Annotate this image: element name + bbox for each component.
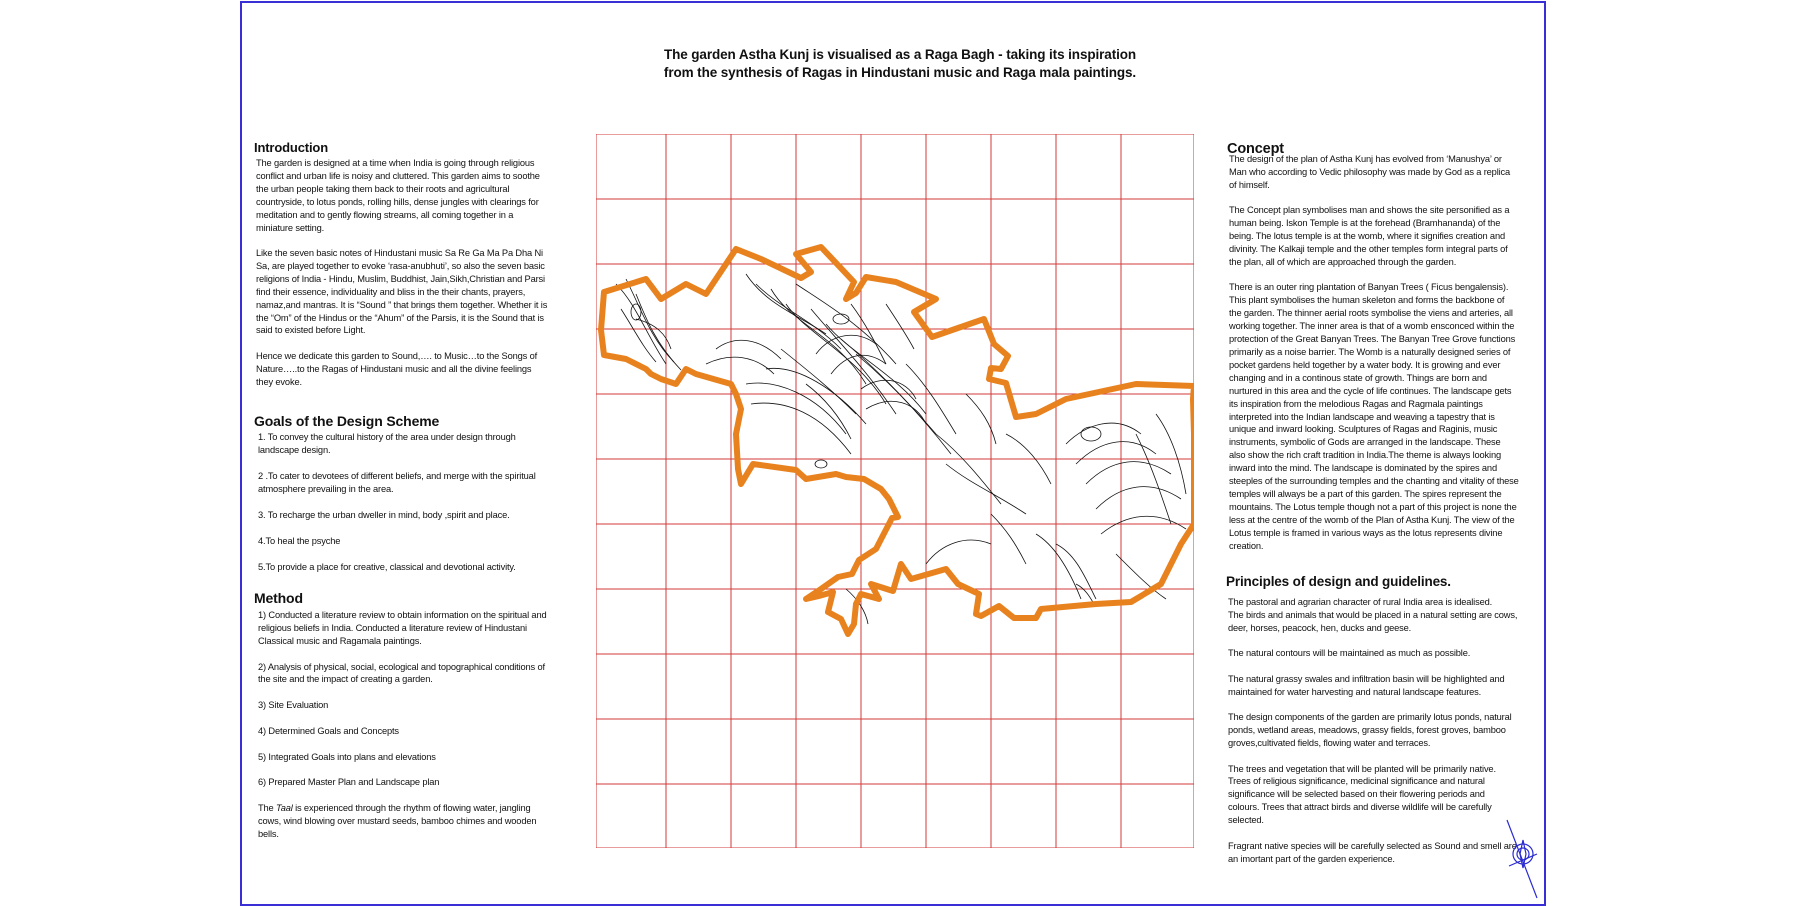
taal-prefix: The [258, 802, 277, 813]
contour-line [1076, 442, 1156, 464]
taal-word: Taal [276, 802, 293, 813]
site-boundary-outline [601, 247, 1194, 634]
contour-line [1136, 434, 1171, 524]
contour-line [1096, 487, 1181, 509]
contour-line [751, 403, 851, 454]
contour-line [1156, 414, 1186, 494]
taal-paragraph [258, 802, 550, 841]
contour-line [856, 354, 951, 454]
introduction-paragraph: Hence we dedicate this garden to Sound,…. to Music…to the Songs of Nature…..to the Ragas of Hindustani music and all the divine feelings they evoke. [256, 350, 538, 387]
principles-paragraph: The pastoral and agrarian character of rural India area is idealised. The birds and animals that would be placed in a natural setting are cows, deer, horses, peacock, hen, ducks and geese. [1228, 597, 1518, 633]
goals-heading: Goals of the Design Scheme [254, 412, 440, 429]
principles-heading: Principles of design and guidelines. [1226, 574, 1451, 590]
site-grid [596, 134, 1194, 848]
goal-item: 3. To recharge the urban dweller in mind, body ,spirit and place. [258, 509, 510, 520]
contour-line [811, 309, 896, 414]
goals-list [258, 431, 550, 587]
principles-paragraph: The design components of the garden are primarily lotus ponds, natural ponds, wetland areas, meadows, grassy fields, forest groves, bamboo groves,cultivated fields, flowing water and terraces. [1228, 712, 1512, 749]
principles-text [1228, 596, 1518, 878]
goal-item: 5.To provide a place for creative, classical and devotional activity. [258, 561, 516, 572]
concept-paragraph: The design of the plan of Astha Kunj has evolved from ‘Manushya’ or Man who according to Vedic philosophy was made by God as a replica of himself. [1229, 154, 1511, 190]
goal-item: 1. To convey the cultural history of the area under design through landscape design. [258, 432, 516, 455]
contour-line [716, 340, 781, 359]
method-item: 2) Analysis of physical, social, ecological and topographical conditions of the site and the impact of creating a garden. [258, 661, 545, 685]
contour-line [1056, 544, 1096, 599]
contour-line [946, 464, 1026, 514]
title-line-2: from the synthesis of Ragas in Hindustani music and Raga mala paintings. [663, 65, 1137, 80]
contour-line [841, 339, 936, 434]
goal-item: 2 .To cater to devotees of different beliefs, and merge with the spiritual atmosphere prevailing in the area. [258, 470, 536, 494]
contour-line [621, 309, 656, 362]
concept-heading: Concept [1227, 141, 1284, 158]
method-list [258, 609, 550, 853]
north-arrow-icon [1503, 818, 1543, 900]
contour-line [1086, 462, 1171, 484]
introduction-paragraph: The garden is designed at a time when India is going through religious conflict and urban life is noisy and cluttered. This garden aims to soothe the urban people taking them back to their roots and agricultural countryside, to lotus ponds, rolling hills, dense jungles with clearings for meditation and to gently flowing streams, all coming together in a miniature setting. [256, 158, 540, 233]
contour-line [626, 279, 674, 362]
contour-ring [833, 314, 849, 324]
contour-line [806, 384, 851, 439]
contour-line [781, 349, 856, 414]
contour-line [851, 304, 886, 364]
principles-paragraph: The trees and vegetation that will be planted will be primarily native. Trees of religious significance, medicinal significance and natural significance will be selected based on their flowering periods and colours. Trees that attract birds and diverse wildlife will be carefully selected. [1228, 763, 1496, 826]
contour-line [706, 357, 774, 374]
concept-plan-drawing [596, 134, 1194, 848]
contour-line [766, 368, 866, 424]
principles-paragraph: The natural contours will be maintained as much as possible. [1228, 648, 1471, 659]
principles-paragraph: The natural grassy swales and infiltration basin will be highlighted and maintained for water harvesting and natural landscape features. [1228, 673, 1505, 697]
concept-paragraph: The Concept plan symbolises man and shows the site personified as a human being. Iskon Temple is at the forehead (Bramhananda) of the being. The lotus temple is at the womb, where it signifies creation and divinity. The Kalkaji temple and the other temples form integral parts of the plan, all of which are approached through the garden. [1229, 205, 1510, 267]
contour-ring [1081, 427, 1101, 441]
contour-line [926, 540, 991, 564]
contour-line [991, 514, 1026, 564]
introduction-heading: Introduction [254, 139, 329, 155]
contour-line [1116, 554, 1166, 599]
contour-line [816, 335, 876, 354]
contour-line [756, 284, 841, 349]
contour-line [636, 294, 681, 370]
contour-line [1101, 516, 1186, 534]
taal-rest: is experienced through the rhythm of flowing water, jangling cows, wind blowing over mustard seeds, bamboo chimes and wooden bells. [258, 802, 537, 839]
contour-line [1066, 423, 1141, 444]
sheet-title [620, 46, 1180, 82]
title-line-1: The garden Astha Kunj is visualised as a Raga Bagh - taking its inspiration [663, 47, 1137, 62]
method-item: 5) Integrated Goals into plans and elevations [258, 751, 436, 762]
method-item: 6) Prepared Master Plan and Landscape plan [258, 777, 440, 788]
contour-ring [815, 460, 827, 468]
introduction-paragraph: Like the seven basic notes of Hindustani music Sa Re Ga Ma Pa Dha Ni Sa, are played together to evoke ‘rasa-anubhuti’, so also the seven basic religions of India - Hindu, Muslim, Buddhist, Jain,Sikh,Christian and Parsi find their essence, individuality and bliss in the their chants, prayers, namaz,and mantras. It is “Sound ” that brings them together. Whether it is the “Om” of the Hindus or the “Ahum” of the Parsis, it is the Sound that is said to existed before Light. [256, 248, 548, 336]
goal-item: 4.To heal the psyche [258, 535, 341, 546]
method-item: 4) Determined Goals and Concepts [258, 725, 399, 736]
introduction-text [256, 157, 548, 401]
concept-text [1229, 153, 1519, 565]
method-item: 3) Site Evaluation [258, 700, 329, 711]
contour-line [886, 304, 914, 349]
method-heading: Method [254, 589, 303, 606]
concept-paragraph: There is an outer ring plantation of Banyan Trees ( Ficus bengalensis). This plant symbolises the human skeleton and forms the backbone of the garden. The thinner aerial roots symbolise the viens and arteries, all working together. The inner area is that of a womb ensconced within the protection of the Great Banyan Trees. The Banyan Tree Grove functions primarily as a noise barrier. The Womb is a naturally designed series of pocket gardens held together by a water body. It is growing and ever changing and in a continous state of growth. Things are born and nurtured in this area and the cycle of life continues. The landscape gets its inspiration from the melodious Ragas and Ragmala paintings interpreted into the Indian landscape and weaving a tapestry that is unique and inward looking. Sculptures of Ragas and Raginis, music instruments, symbolic of Gods are arranged in the landscape. These also show the rich craft tradition in India.The theme is always looking inward into the mind. The landscape is dominated by the spires and steeples of the surrounding temples and the chanting and vitality of these temples will always be a part of this garden. The spires represent the mountains. The Lotus temple though not a part of this project is none the less at the centre of the womb of the Plan of Astha Kunj. The view of the Lotus temple is framed in various ways as the lotus represents divine creation. [1229, 282, 1519, 551]
principles-paragraph: Fragrant native species will be carefully selected as Sound and smell are an imortant part of the garden experience. [1228, 840, 1517, 864]
method-item: 1) Conducted a literature review to obtain information on the spiritual and religious beliefs in India. Conducted a literature review of Hindustani Classical music and Ragamala paintings. [258, 610, 547, 646]
